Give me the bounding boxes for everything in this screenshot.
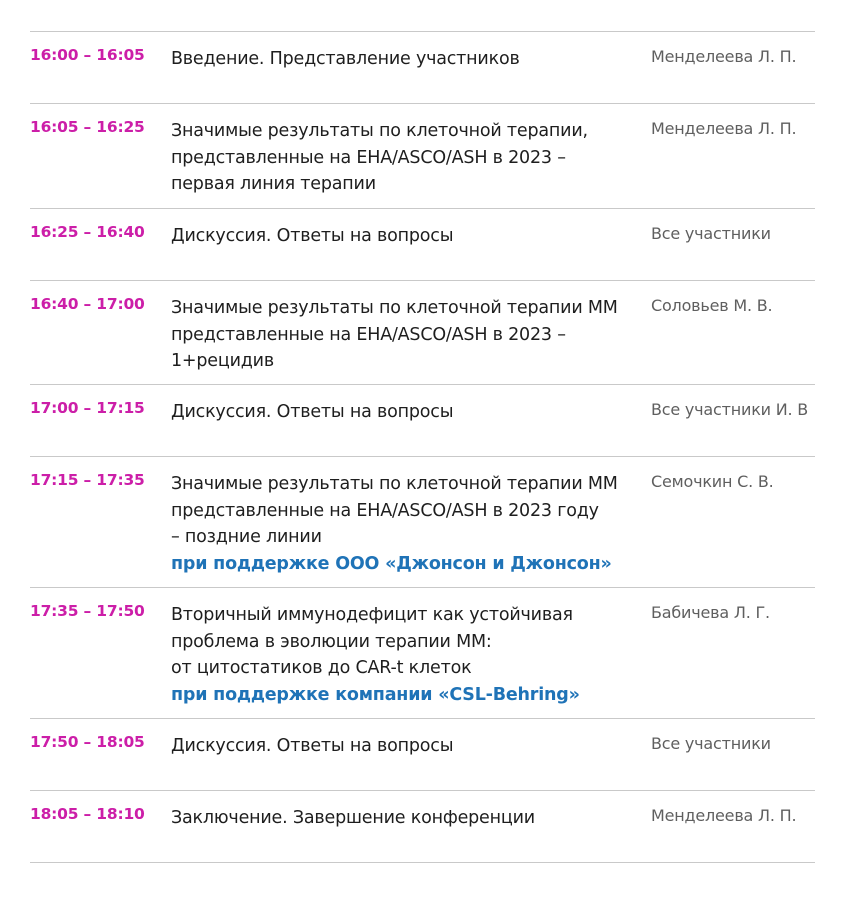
session-time: 17:50 – 18:05 — [30, 733, 145, 751]
session-speaker: Все участники — [651, 734, 771, 753]
session-topic — [171, 118, 641, 198]
session-speaker: Бабичева Л. Г. — [651, 603, 770, 622]
schedule-row — [30, 385, 815, 457]
session-topic — [171, 295, 641, 375]
session-time: 17:35 – 17:50 — [30, 602, 145, 620]
schedule-table — [30, 31, 815, 863]
session-topic-line: – поздние линии — [171, 527, 322, 547]
schedule-row — [30, 588, 815, 719]
schedule-row — [30, 281, 815, 385]
session-speaker: Менделеева Л. П. — [651, 119, 797, 138]
session-topic — [171, 399, 641, 426]
sponsor-note: при поддержке ООО «Джонсон и Джонсон» — [171, 553, 612, 574]
session-time: 18:05 – 18:10 — [30, 805, 145, 823]
session-topic-line: представленные на EHA/ASCO/ASH в 2023 году — [171, 500, 599, 521]
session-speaker: Менделеева Л. П. — [651, 47, 797, 66]
session-topic-line: Дискуссия. Ответы на вопросы — [171, 226, 454, 246]
session-topic-line: Дискуссия. Ответы на вопросы — [171, 402, 454, 422]
schedule-row — [30, 719, 815, 791]
session-topic — [171, 602, 641, 708]
schedule-row — [30, 32, 815, 104]
session-topic-line: Значимые результаты по клеточной терапии ММ — [171, 474, 618, 494]
schedule-row — [30, 209, 815, 281]
session-speaker: Менделеева Л. П. — [651, 806, 797, 825]
session-speaker: Все участники И. В — [651, 400, 809, 419]
session-topic-line: представленные на EHA/ASCO/ASH в 2023 – — [171, 147, 566, 168]
session-time: 16:40 – 17:00 — [30, 295, 145, 313]
session-topic-line: Вторичный иммунодефицит как устойчивая — [171, 605, 573, 625]
session-time: 16:00 – 16:05 — [30, 46, 145, 64]
session-time: 16:05 – 16:25 — [30, 118, 145, 136]
sponsor-note: при поддержке компании «CSL-Behring» — [171, 684, 580, 705]
session-time: 17:00 – 17:15 — [30, 399, 145, 417]
session-topic — [171, 46, 641, 73]
session-topic — [171, 223, 641, 250]
session-topic-line: Введение. Представление участников — [171, 49, 520, 69]
schedule-row — [30, 791, 815, 863]
session-topic — [171, 471, 641, 577]
schedule-row — [30, 457, 815, 588]
session-topic — [171, 805, 641, 832]
session-topic-line: первая линия терапии — [171, 174, 376, 194]
session-topic-line: проблема в эволюции терапии ММ: — [171, 631, 492, 652]
session-topic-line: 1+рецидив — [171, 351, 274, 371]
session-topic-line: Заключение. Завершение конференции — [171, 808, 535, 828]
schedule-row — [30, 104, 815, 209]
session-speaker: Соловьев М. В. — [651, 296, 773, 315]
session-topic-line: Значимые результаты по клеточной терапии ММ — [171, 298, 618, 318]
session-time: 17:15 – 17:35 — [30, 471, 145, 489]
session-topic — [171, 733, 641, 760]
session-topic-line: от цитостатиков до CAR-t клеток — [171, 658, 472, 678]
session-topic-line: Значимые результаты по клеточной терапии, — [171, 121, 588, 141]
session-time: 16:25 – 16:40 — [30, 223, 145, 241]
session-topic-line: Дискуссия. Ответы на вопросы — [171, 736, 454, 756]
session-speaker: Семочкин С. В. — [651, 472, 774, 491]
session-speaker: Все участники — [651, 224, 771, 243]
session-topic-line: представленные на EHA/ASCO/ASH в 2023 – — [171, 324, 566, 345]
